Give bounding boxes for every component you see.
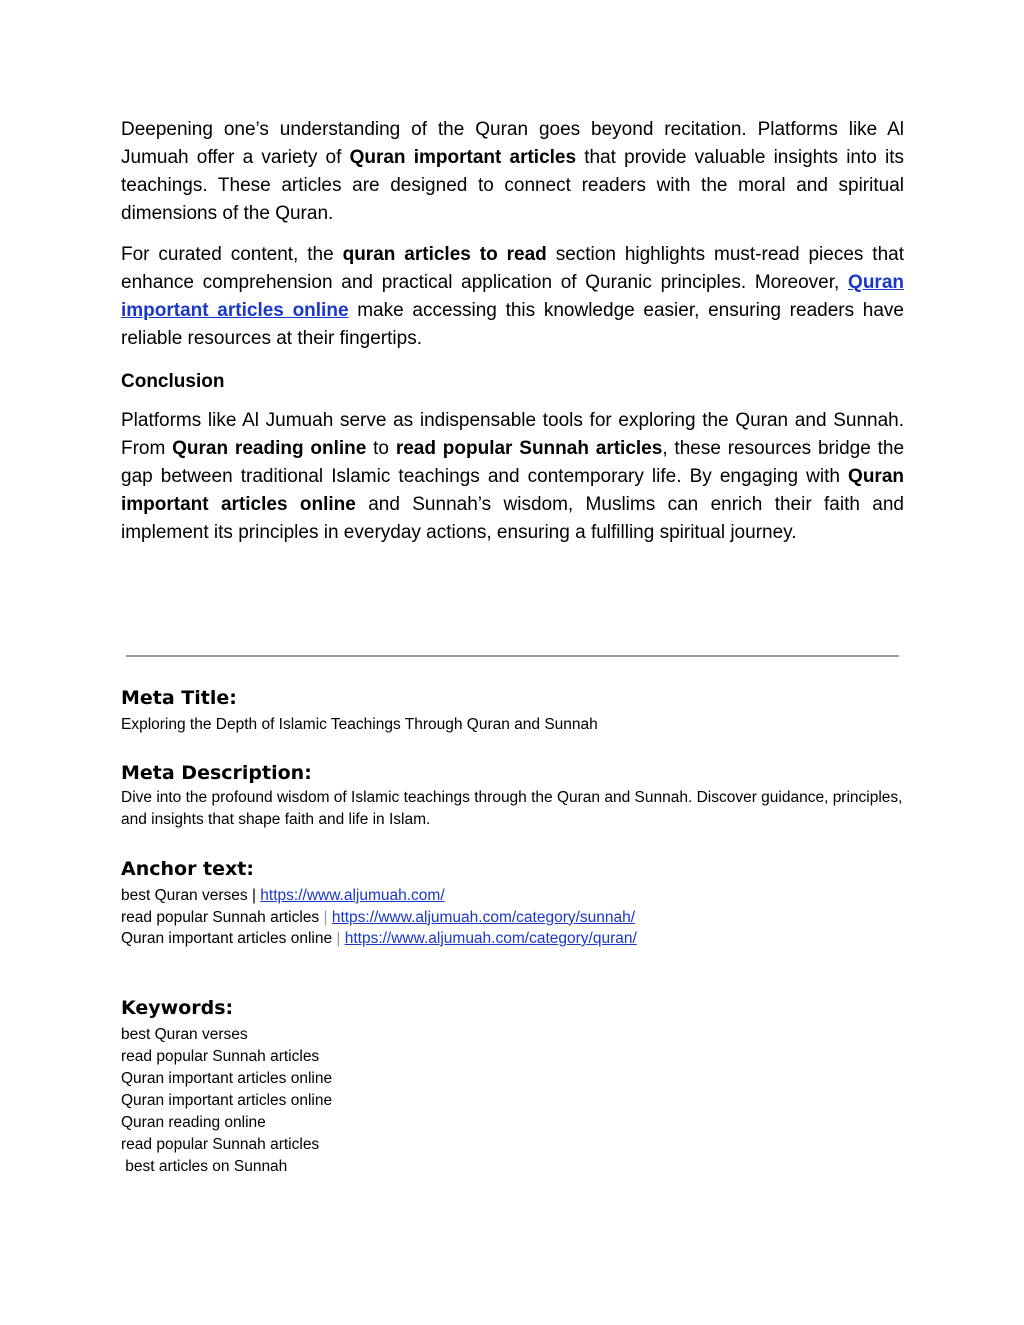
conclusion-heading: Conclusion (121, 371, 225, 392)
paragraph-text: Platforms like Al Jumuah serve as indispensable tools for exploring the Quran and Sunnah. From (121, 410, 904, 459)
meta-description-heading: Meta Description: (121, 762, 312, 784)
paragraph-quran-articles (121, 116, 904, 228)
paragraph-text: to (366, 438, 396, 459)
keyword-item: Quran reading online (121, 1114, 266, 1131)
anchor-row (121, 928, 637, 950)
paragraph-text: make accessing this knowledge easier, ensuring readers have reliable resources at their fingertips. (121, 300, 905, 349)
paragraph-text: Deepening one’s understanding of the Quran goes beyond recitation. Platforms like Al Jumuah offer a variety of (121, 119, 904, 168)
anchor-label: Quran important articles online (121, 930, 333, 947)
paragraph-curated-content (121, 241, 904, 353)
anchor-text-list (121, 885, 637, 950)
bold-phrase: Quran reading online (172, 438, 367, 459)
keyword-item: best articles on Sunnah (121, 1158, 288, 1175)
horizontal-divider (126, 655, 899, 657)
keyword-item: Quran important articles online (121, 1092, 333, 1109)
keyword-item: Quran important articles online (121, 1070, 333, 1087)
paragraph-text: that provide valuable insights into its teachings. These articles are designed to connect readers with the moral and spiritual dimensions of the Quran. (121, 147, 905, 224)
meta-description-text: Dive into the profound wisdom of Islamic teachings through the Quran and Sunnah. Discover guidance, principles, and insights that shape faith and life in Islam. (121, 789, 903, 828)
paragraph-text: and Sunnah’s wisdom, Muslims can enrich their faith and implement its principles in everyday actions, ensuring a fulfilling spiritual journey. (121, 494, 904, 543)
quran-articles-online-link[interactable]: Quran important articles online (121, 272, 904, 321)
anchor-label: read popular Sunnah articles (121, 908, 320, 926)
meta-title-text: Exploring the Depth of Islamic Teachings Through Quran and Sunnah (121, 716, 598, 733)
paragraph-text: section highlights must-read pieces that enhance comprehension and practical application of Quranic principles. Moreover, (121, 244, 905, 293)
anchor-url-link[interactable]: https://www.aljumuah.com/ (260, 887, 445, 904)
anchor-url-link[interactable]: https://www.aljumuah.com/category/quran/ (344, 930, 637, 947)
paragraph-conclusion (121, 407, 904, 547)
keywords-heading: Keywords: (121, 997, 234, 1019)
paragraph-text: , these resources bridge the gap between traditional Islamic teachings and contemporary life. By engaging with (121, 438, 905, 487)
anchor-text-heading: Anchor text: (121, 858, 254, 880)
separator: | (319, 908, 332, 926)
separator: | (247, 887, 261, 904)
anchor-url-link[interactable]: https://www.aljumuah.com/category/sunnah/ (331, 908, 636, 926)
meta-title-heading: Meta Title: (121, 687, 237, 709)
bold-phrase: Quran important articles online (121, 466, 904, 515)
anchor-row (121, 885, 637, 907)
bold-phrase: quran articles to read (342, 244, 547, 265)
keyword-item: read popular Sunnah articles (121, 1048, 320, 1065)
keyword-list (121, 1024, 332, 1178)
keyword-item: read popular Sunnah articles (121, 1136, 320, 1153)
keyword-item: best Quran verses (121, 1026, 248, 1043)
anchor-row (121, 907, 637, 929)
separator: | (332, 930, 345, 947)
anchor-label: best Quran verses (121, 887, 248, 904)
paragraph-text: For curated content, the (121, 244, 343, 265)
bold-phrase: read popular Sunnah articles (395, 438, 663, 459)
bold-phrase: Quran important articles (349, 147, 577, 168)
